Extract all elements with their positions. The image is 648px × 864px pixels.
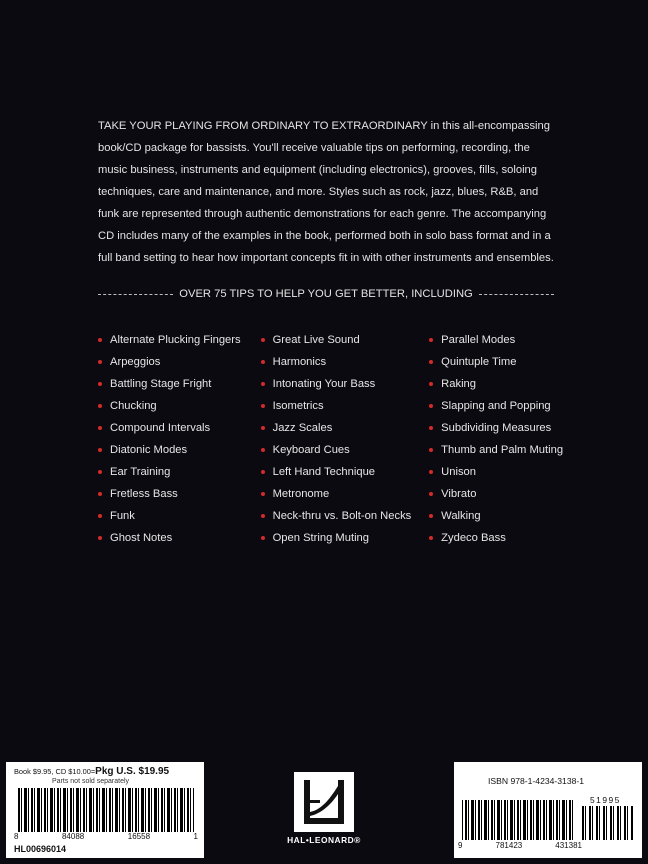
dashed-rule-right — [479, 294, 554, 295]
publisher-name: HAL•LEONARD® — [287, 835, 361, 845]
upc-digit-group: 1 — [193, 832, 198, 841]
isbn-number: ISBN 978-1-4234-3138-1 — [488, 776, 585, 786]
upc-digits — [14, 832, 198, 841]
price-line — [14, 766, 169, 777]
bullet-icon — [261, 404, 265, 408]
bullet-icon — [98, 338, 102, 342]
tip-item — [429, 483, 568, 505]
tip-label: Unison — [441, 466, 476, 478]
bullet-icon — [261, 536, 265, 540]
isbn-digit-group: 431381 — [555, 841, 582, 850]
tip-item — [429, 417, 568, 439]
package-price: Pkg U.S. $19.95 — [95, 766, 170, 777]
tip-label: Parallel Modes — [441, 334, 516, 346]
bullet-icon — [261, 426, 265, 430]
tip-item — [98, 351, 261, 373]
logo-mark — [294, 772, 354, 832]
hal-leonard-logo — [288, 772, 360, 844]
tip-item — [98, 483, 261, 505]
bullet-icon — [98, 404, 102, 408]
upc-digit-group: 16558 — [127, 832, 151, 841]
bullet-icon — [98, 492, 102, 496]
tip-label: Chucking — [110, 400, 157, 412]
tip-item — [429, 439, 568, 461]
tips-column-3 — [429, 329, 568, 549]
tip-label: Isometrics — [272, 400, 324, 412]
price-label — [6, 762, 204, 858]
bullet-icon — [429, 536, 433, 540]
tips-list — [98, 329, 568, 549]
tips-column-1 — [98, 329, 261, 549]
tip-item — [261, 527, 430, 549]
price-components: Book $9.95, CD $10.00= — [14, 767, 96, 776]
upc-barcode — [18, 788, 194, 832]
bullet-icon — [98, 514, 102, 518]
isbn-digits — [458, 841, 582, 850]
tip-item — [261, 395, 430, 417]
bullet-icon — [98, 536, 102, 540]
tip-item — [261, 461, 430, 483]
tip-item — [261, 417, 430, 439]
tip-label: Arpeggios — [110, 356, 161, 368]
bullet-icon — [261, 448, 265, 452]
isbn-addon-digits: 51995 — [590, 795, 621, 805]
tip-label: Neck-thru vs. Bolt-on Necks — [272, 510, 412, 522]
bullet-icon — [261, 470, 265, 474]
tip-label: Raking — [441, 378, 476, 390]
tip-label: Left Hand Technique — [272, 466, 376, 478]
tip-label: Compound Intervals — [110, 422, 211, 434]
bullet-icon — [429, 470, 433, 474]
tip-item — [429, 395, 568, 417]
upc-digit-group: 84088 — [61, 832, 85, 841]
bullet-icon — [261, 492, 265, 496]
tip-item — [98, 373, 261, 395]
tip-label: Funk — [110, 510, 135, 522]
isbn-addon-barcode — [582, 806, 634, 840]
intro-paragraph: TAKE YOUR PLAYING FROM ORDINARY TO EXTRAORDINARY in this all-encompassing book/CD package for bassists. You'll receive valuable tips on performing, recording, the music business, instruments and equipment (including electronics), grooves, fills, soloing techniques, care and maintenance, and more. Styles such as rock, jazz, blues, R&B, and funk are represented through authentic demonstrations for each genre. The accompanying CD includes many of the examples in the book, performed both in solo bass format and in a full band setting to hear how important concepts fit in with other instruments and ensembles. — [98, 120, 554, 265]
tips-heading-text: OVER 75 TIPS TO HELP YOU GET BETTER, INCLUDING — [179, 288, 473, 300]
logo-mark-icon — [294, 772, 354, 832]
bullet-icon — [261, 382, 265, 386]
isbn-digit-group: 781423 — [495, 841, 523, 850]
tip-label: Great Live Sound — [272, 334, 360, 346]
parts-note: Parts not sold separately — [52, 778, 130, 785]
tips-column-2 — [261, 329, 430, 549]
tip-label: Vibrato — [441, 488, 477, 500]
tip-label: Intonating Your Bass — [272, 378, 376, 390]
tip-item — [429, 527, 568, 549]
tip-label: Alternate Plucking Fingers — [110, 334, 241, 346]
tip-label: Thumb and Palm Muting — [441, 444, 564, 456]
isbn-barcode — [462, 800, 574, 840]
tip-item — [261, 483, 430, 505]
tip-item — [261, 351, 430, 373]
tip-label: Zydeco Bass — [441, 532, 506, 544]
tip-item — [98, 329, 261, 351]
bullet-icon — [429, 360, 433, 364]
bullet-icon — [429, 382, 433, 386]
tip-label: Open String Muting — [272, 532, 369, 544]
bullet-icon — [261, 514, 265, 518]
tip-label: Ghost Notes — [110, 532, 173, 544]
isbn-label — [454, 762, 642, 858]
tip-label: Diatonic Modes — [110, 444, 188, 456]
tip-label: Battling Stage Fright — [110, 378, 212, 390]
tip-item — [429, 329, 568, 351]
tip-item — [98, 461, 261, 483]
bullet-icon — [98, 426, 102, 430]
tip-item — [429, 351, 568, 373]
tip-item — [429, 373, 568, 395]
tip-item — [429, 461, 568, 483]
tip-label: Keyboard Cues — [272, 444, 350, 456]
product-code: HL00696014 — [14, 844, 67, 854]
tip-item — [98, 395, 261, 417]
bullet-icon — [429, 448, 433, 452]
tip-label: Subdividing Measures — [441, 422, 552, 434]
bullet-icon — [429, 404, 433, 408]
bullet-icon — [98, 382, 102, 386]
bullet-icon — [261, 338, 265, 342]
isbn-digit-group: 9 — [458, 841, 463, 850]
tip-item — [261, 505, 430, 527]
bullet-icon — [429, 492, 433, 496]
tip-label: Harmonics — [272, 356, 327, 368]
tip-item — [98, 417, 261, 439]
tip-label: Jazz Scales — [272, 422, 333, 434]
bullet-icon — [98, 448, 102, 452]
tip-item — [261, 329, 430, 351]
bullet-icon — [429, 426, 433, 430]
bullet-icon — [429, 338, 433, 342]
tip-label: Quintuple Time — [441, 356, 517, 368]
bullet-icon — [98, 470, 102, 474]
tip-label: Fretless Bass — [110, 488, 178, 500]
tips-heading — [98, 288, 554, 300]
tip-item — [429, 505, 568, 527]
tip-label: Metronome — [272, 488, 330, 500]
bullet-icon — [429, 514, 433, 518]
tip-item — [261, 439, 430, 461]
upc-digit-group: 8 — [14, 832, 19, 841]
dashed-rule-left — [98, 294, 173, 295]
bullet-icon — [98, 360, 102, 364]
tip-label: Walking — [441, 510, 481, 522]
tip-item — [98, 527, 261, 549]
bullet-icon — [261, 360, 265, 364]
tip-item — [261, 373, 430, 395]
tip-label: Slapping and Popping — [441, 400, 551, 412]
tip-item — [98, 439, 261, 461]
tip-label: Ear Training — [110, 466, 171, 478]
tip-item — [98, 505, 261, 527]
